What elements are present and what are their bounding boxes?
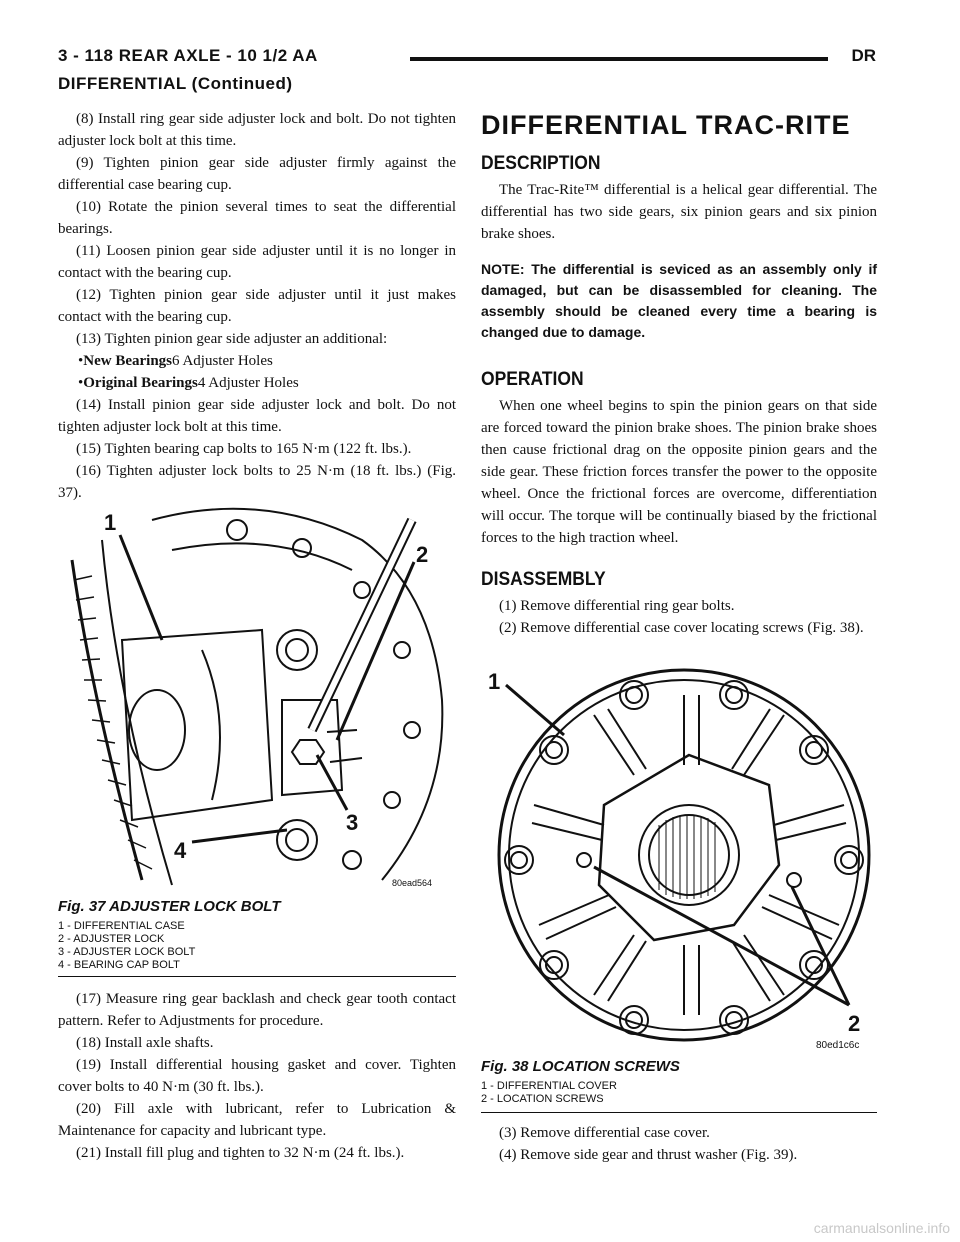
header-publication-code: DR: [851, 46, 876, 65]
step: (21) Install fill plug and tighten to 32 N·m (24 ft. lbs.).: [76, 1145, 405, 1161]
fig37-rule: [58, 976, 456, 977]
section-title: DIFFERENTIAL TRAC-RITE: [481, 110, 851, 140]
header-rule: [410, 57, 828, 61]
header-section-title: 3 - 118 REAR AXLE - 10 1/2 AA: [58, 46, 318, 65]
fig38-code: 80ed1c6c: [816, 1040, 860, 1051]
watermark: carmanualsonline.info: [813, 1220, 950, 1236]
step: (14) Install pinion gear side adjuster lock and bolt. Do not tighten adjuster lock bolt at this time.: [58, 397, 456, 435]
step: (17) Measure ring gear backlash and check gear tooth contact pattern. Refer to Adjustments for procedure.: [58, 991, 456, 1029]
bullet-item: •Original Bearings4 Adjuster Holes: [78, 375, 299, 391]
fig38-rule: [481, 1112, 877, 1113]
step: (18) Install axle shafts.: [76, 1035, 214, 1051]
step: (9) Tighten pinion gear side adjuster firmly against the differential case bearing cup.: [58, 155, 456, 193]
step: (13) Tighten pinion gear side adjuster an additional:: [76, 331, 388, 347]
step: (10) Rotate the pinion several times to seat the differential bearings.: [58, 199, 456, 237]
bullet-bold: New Bearings: [83, 353, 173, 369]
step: (12) Tighten pinion gear side adjuster until it just makes contact with the bearing cup.: [58, 287, 456, 325]
step: (20) Fill axle with lubricant, refer to Lubrication & Maintenance for capacity and lubricant type.: [58, 1101, 456, 1139]
legend-item: 3 - ADJUSTER LOCK BOLT: [58, 946, 196, 958]
legend-item: 1 - DIFFERENTIAL CASE: [58, 920, 185, 932]
bullet-bold: Original Bearings: [83, 375, 198, 391]
fig38-legend: [481, 1080, 617, 1106]
fig37-callout-1: 1: [104, 510, 117, 535]
bullet-item: •New Bearings6 Adjuster Holes: [78, 353, 273, 369]
fig38-caption: Fig. 38 LOCATION SCREWS: [481, 1058, 680, 1075]
bullet-text: 4 Adjuster Holes: [197, 375, 299, 391]
step: (1) Remove differential ring gear bolts.: [499, 598, 735, 614]
step: (2) Remove differential case cover locating screws (Fig. 38).: [499, 620, 864, 636]
step: (11) Loosen pinion gear side adjuster until it is no longer in contact with the bearing cup.: [58, 243, 456, 281]
step: (15) Tighten bearing cap bolts to 165 N·m (122 ft. lbs.).: [76, 441, 412, 457]
page-header: [58, 44, 876, 74]
fig37-code: 80ead564: [392, 878, 433, 888]
fig37-callout-4: 4: [174, 838, 187, 863]
bullet-text: 6 Adjuster Holes: [172, 353, 273, 369]
disassembly-heading: DISASSEMBLY: [481, 569, 606, 590]
operation-text: When one wheel begins to spin the pinion gears on that side are forced toward the pinion brake shoes. The pinion brake shoes then cause frictional drag on the opposite pinion gears and the side gear. These friction forces transfer the power to the opposite wheel. Once the frictional forces are overcome, differentiation will occur. The torque will be continually biased by the frictional forces to the high traction wheel.: [481, 398, 877, 546]
step: (4) Remove side gear and thrust washer (Fig. 39).: [499, 1147, 798, 1163]
continued-heading: DIFFERENTIAL (Continued): [58, 74, 293, 93]
legend-item: 2 - ADJUSTER LOCK: [58, 933, 165, 945]
step: (3) Remove differential case cover.: [499, 1125, 710, 1141]
fig38-callout-1: 1: [488, 669, 501, 694]
step: (19) Install differential housing gasket and cover. Tighten cover bolts to 40 N·m (30 ft. lbs.).: [58, 1057, 456, 1095]
legend-item: 4 - BEARING CAP BOLT: [58, 959, 180, 971]
left-column-steps-a: [58, 108, 456, 504]
fig37-legend: [58, 920, 195, 972]
fig37-callout-3: 3: [346, 810, 359, 835]
fig37-callout-2: 2: [416, 542, 429, 567]
fig37-caption: Fig. 37 ADJUSTER LOCK BOLT: [58, 898, 281, 915]
note-text: NOTE: The differential is seviced as an assembly only if damaged, but can be disassembled for cleaning. The assembly should be cleaned every time a bearing is changed due to damage.: [481, 261, 877, 340]
fig37-illustration: [62, 500, 454, 895]
left-column-steps-c: [58, 988, 456, 1164]
description-text: The Trac-Rite™ differential is a helical gear differential. The differential has two side gears, six pinion gears and six pinion brake shoes.: [481, 182, 877, 242]
fig38-illustration: [484, 655, 878, 1055]
right-column-steps-b: [481, 1122, 877, 1166]
step: (8) Install ring gear side adjuster lock and bolt. Do not tighten adjuster lock bolt at this time.: [58, 111, 456, 149]
legend-item: 2 - LOCATION SCREWS: [481, 1093, 604, 1105]
legend-item: 1 - DIFFERENTIAL COVER: [481, 1080, 617, 1092]
operation-heading: OPERATION: [481, 369, 584, 390]
fig38-callout-2: 2: [848, 1011, 861, 1036]
right-column-text: [481, 110, 877, 639]
step: (16) Tighten adjuster lock bolts to 25 N·m (18 ft. lbs.) (Fig. 37).: [58, 463, 456, 501]
description-heading: DESCRIPTION: [481, 153, 601, 174]
